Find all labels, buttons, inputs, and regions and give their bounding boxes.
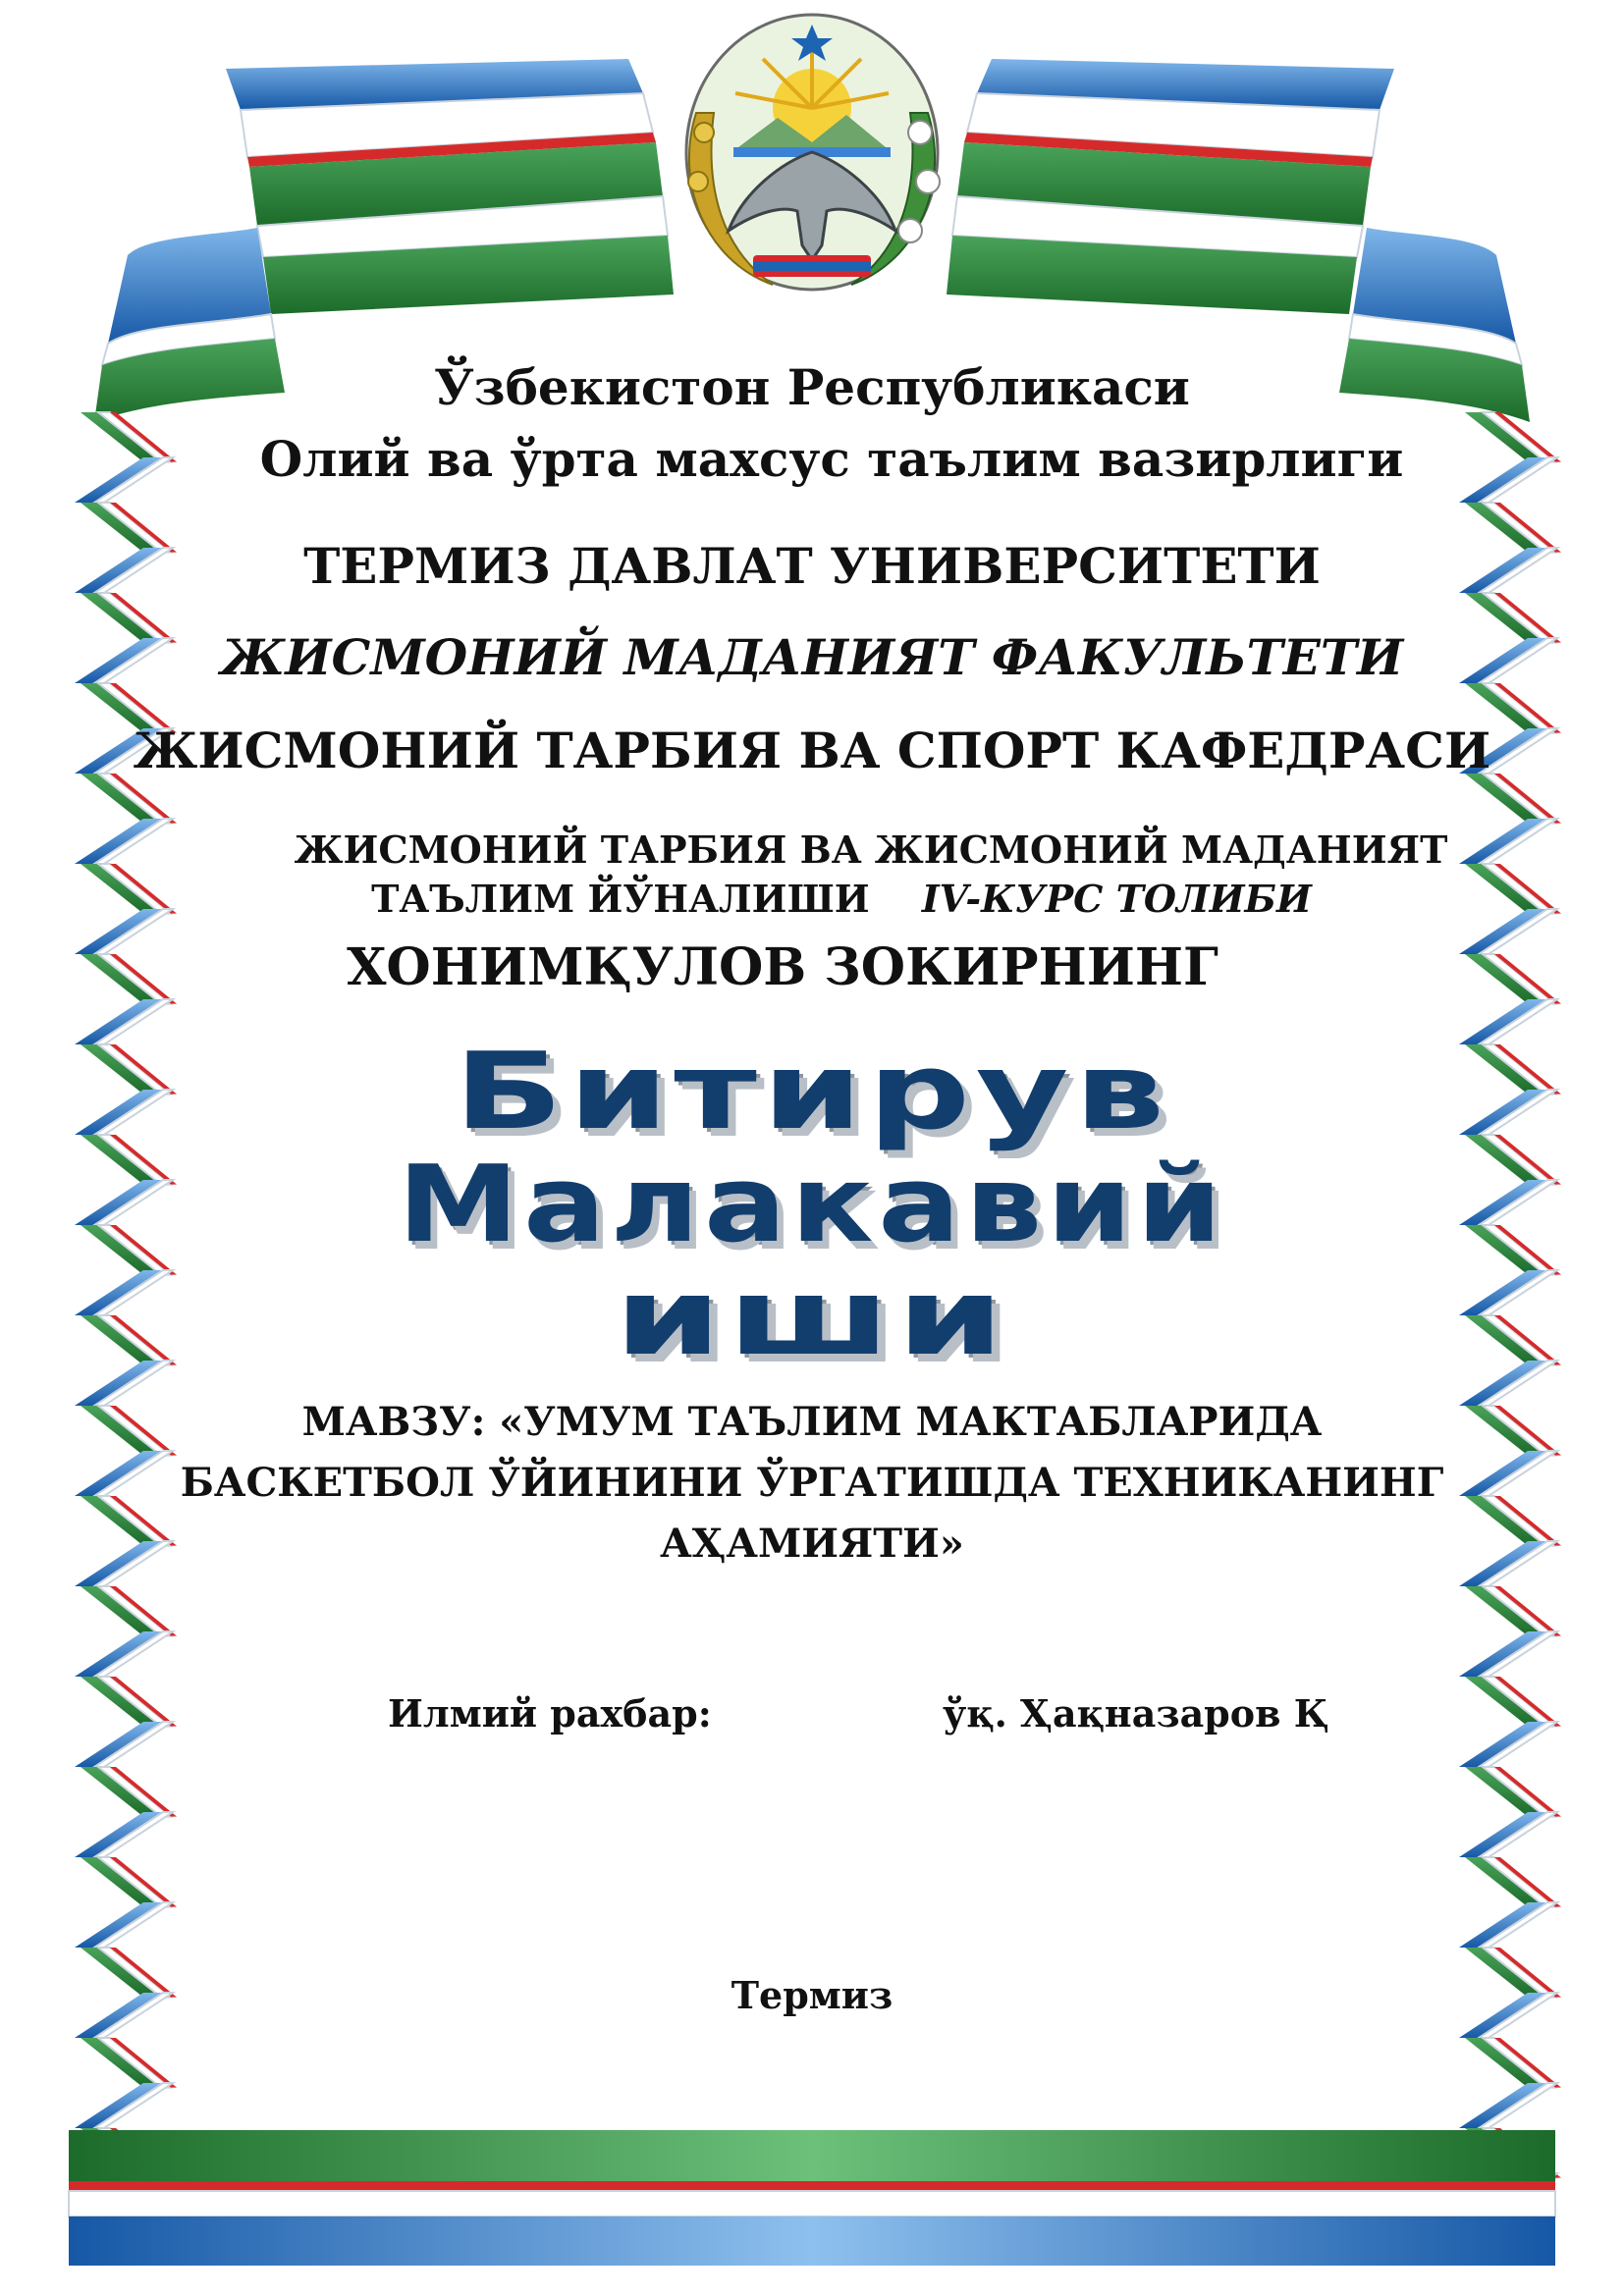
work-title-line-1: Битирув [454,1031,1170,1153]
direction-line-1: ЖИСМОНИЙ ТАРБИЯ ВА ЖИСМОНИЙ МАДАНИЯТ [294,828,1448,872]
department-title: ЖИСМОНИЙ ТАРБИЯ ВА СПОРТ КАФЕДРАСИ [133,721,1491,779]
student-name: ХОНИМҚУЛОВ ЗОКИРНИНГ [347,937,1218,997]
state-emblem-icon [686,15,940,290]
direction-label: ТАЪЛИМ ЙЎНАЛИШИ [371,877,870,921]
topic-line-2: БАСКЕТБОЛ ЎЙИНИНИ ЎРГАТИШДА ТЕХНИКАНИНГ [180,1460,1444,1506]
work-title-line-3: иши [614,1256,1010,1379]
supervisor-label: Илмий рахбар: [388,1691,712,1735]
city-label: Термиз [731,1973,893,2017]
bottom-ribbon [69,2130,1555,2266]
ministry-title: Олий ва ўрта махсус таълим вазирлиги [259,430,1404,488]
topic-line-1: МАВЗУ: «УМУМ ТАЪЛИМ МАКТАБЛАРИДА [301,1399,1323,1445]
faculty-title: ЖИСМОНИЙ МАДАНИЯТ ФАКУЛЬТЕТИ [220,628,1404,686]
university-title: ТЕРМИЗ ДАВЛАТ УНИВЕРСИТЕТИ [303,537,1321,595]
direction-line-2 [29,877,1624,921]
course-label: IV-КУРС ТОЛИБИ [921,877,1312,921]
supervisor-name: ўқ. Ҳақназаров Қ [943,1691,1329,1735]
topic-line-3: АҲАМИЯТИ» [660,1521,964,1567]
republic-title: Ўзбекистон Республикаси [434,358,1190,416]
work-title-line-2: Малакавий [397,1144,1227,1266]
